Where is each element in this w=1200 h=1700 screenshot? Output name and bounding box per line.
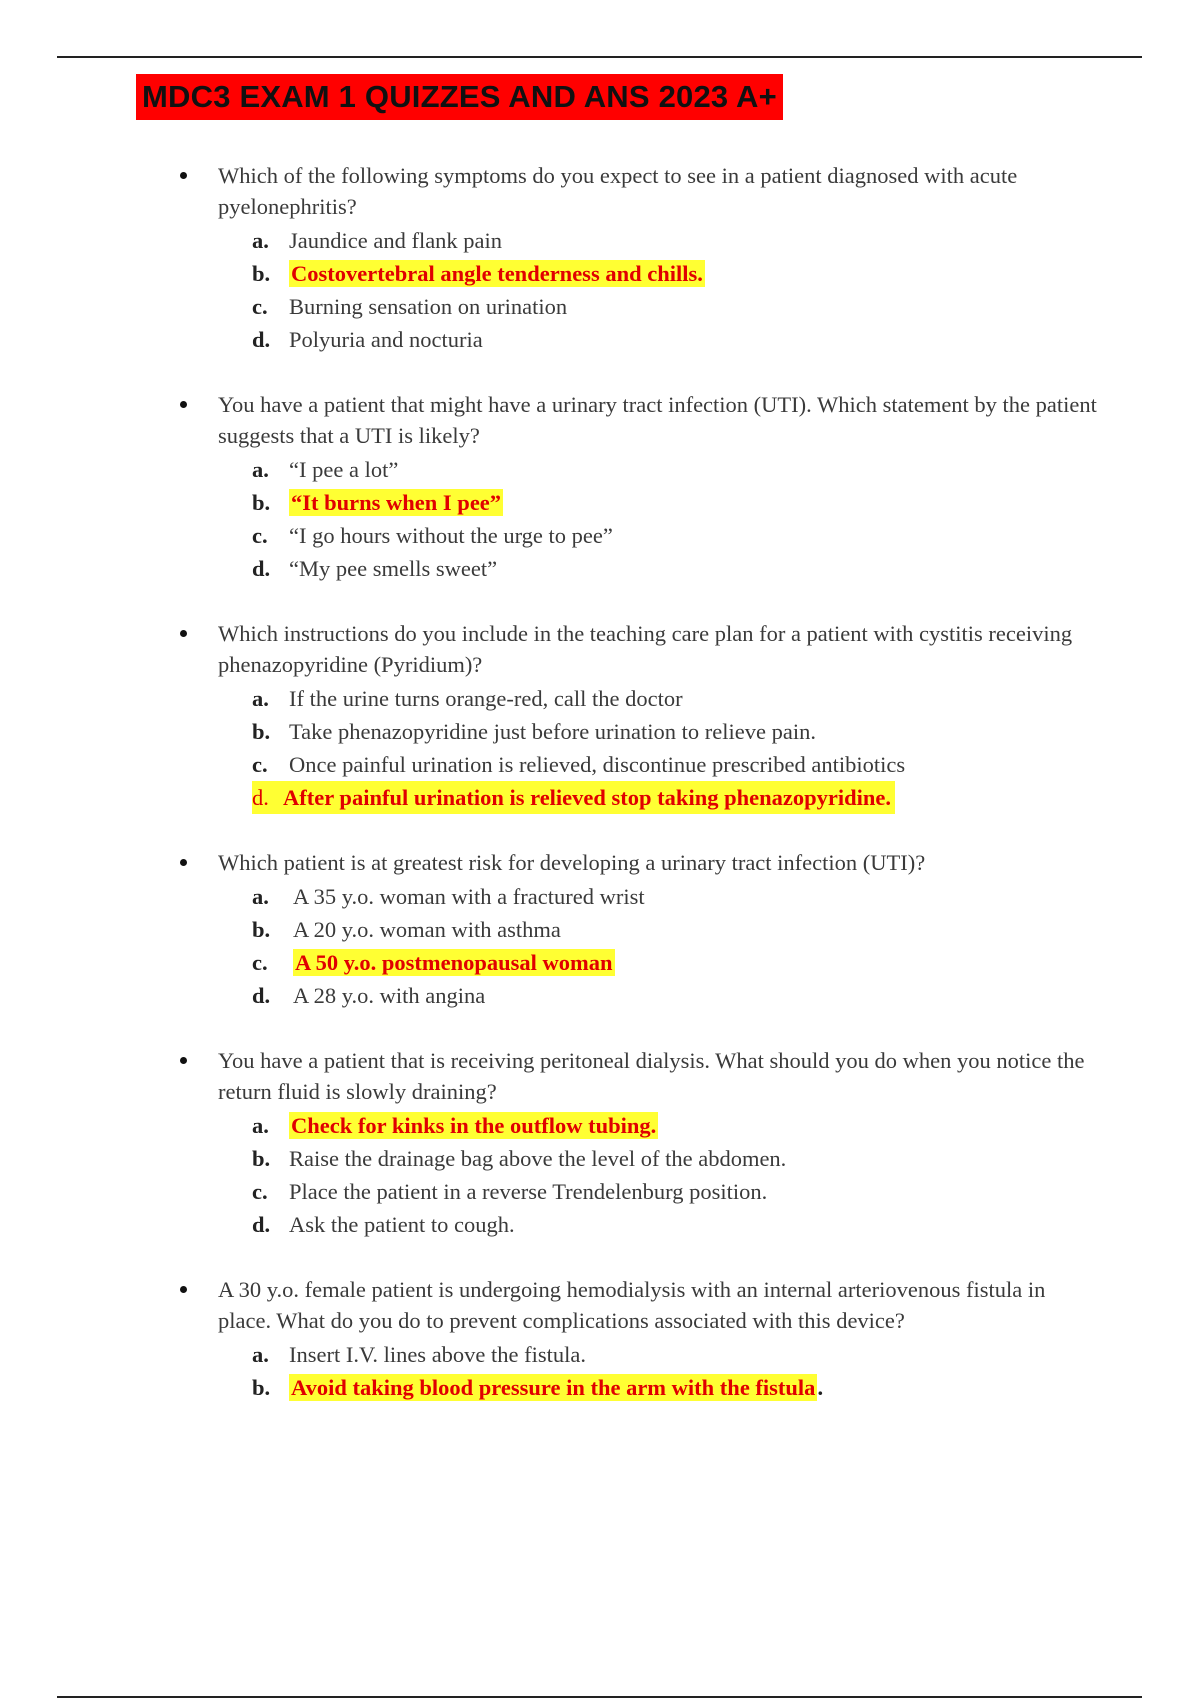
bullet-icon [180, 1286, 187, 1293]
option-a [252, 880, 1200, 913]
option-b [252, 1142, 1200, 1175]
option-letter: b. [252, 261, 271, 286]
bullet-icon [180, 630, 187, 637]
question-text: You have a patient that is receiving peritoneal dialysis. What should you do when you notice the return fluid is slowly draining? [218, 1048, 1085, 1104]
option-d [252, 552, 1200, 585]
option-letter: a. [252, 457, 269, 482]
option-text: “My pee smells sweet” [289, 556, 498, 581]
option-list [252, 224, 1200, 356]
option-list [252, 880, 1200, 1012]
answer-suffix: . [817, 1375, 824, 1400]
option-letter: b. [252, 719, 271, 744]
option-list [252, 1109, 1200, 1241]
option-letter: c. [252, 950, 268, 975]
option-letter: a. [252, 1342, 269, 1367]
option-text: Ask the patient to cough. [289, 1212, 515, 1237]
correct-answer-highlight: Avoid taking blood pressure in the arm with the fistula [291, 1375, 816, 1400]
option-b [252, 913, 1200, 946]
question-4 [0, 847, 1200, 1012]
option-text: A 28 y.o. with angina [293, 983, 486, 1008]
question-text: Which of the following symptoms do you expect to see in a patient diagnosed with acute pyelonephritis? [218, 163, 1018, 219]
option-text: Insert I.V. lines above the fistula. [289, 1342, 587, 1367]
option-letter: c. [252, 1179, 268, 1204]
option-d-correct [252, 781, 895, 814]
bullet-icon [180, 859, 187, 866]
option-a [252, 224, 1200, 257]
option-letter: d. [252, 983, 271, 1008]
bullet-icon [180, 1057, 187, 1064]
option-letter: c. [252, 752, 268, 777]
document-title: MDC3 EXAM 1 QUIZZES AND ANS 2023 A+ [136, 74, 783, 120]
option-text: If the urine turns orange-red, call the doctor [289, 686, 683, 711]
option-text: Place the patient in a reverse Trendelenburg position. [289, 1179, 768, 1204]
option-b-correct [252, 257, 1200, 290]
option-letter: a. [252, 1113, 269, 1138]
option-d [252, 323, 1200, 356]
option-letter: d. [252, 556, 271, 581]
option-text: Take phenazopyridine just before urination to relieve pain. [289, 719, 816, 744]
option-d [252, 1208, 1200, 1241]
option-c [252, 290, 1200, 323]
question-6 [0, 1274, 1200, 1404]
option-d [252, 979, 1200, 1012]
option-list [252, 453, 1200, 585]
option-letter: b. [252, 1375, 271, 1400]
question-list [0, 160, 1200, 1437]
option-c-correct [252, 946, 1200, 979]
option-text: Raise the drainage bag above the level of the abdomen. [289, 1146, 787, 1171]
question-2 [0, 389, 1200, 585]
correct-answer-highlight: Check for kinks in the outflow tubing. [291, 1113, 657, 1138]
question-text: You have a patient that might have a urinary tract infection (UTI). Which statement by the patient suggests that a UTI is likely? [218, 392, 1097, 448]
option-b [252, 715, 1200, 748]
correct-answer-highlight: Costovertebral angle tenderness and chills. [291, 261, 703, 286]
option-c [252, 748, 1200, 781]
question-text: Which patient is at greatest risk for developing a urinary tract infection (UTI)? [218, 850, 926, 875]
question-3 [0, 618, 1200, 814]
bullet-icon [180, 401, 187, 408]
option-letter: a. [252, 884, 269, 909]
bullet-icon [180, 172, 187, 179]
option-text: A 20 y.o. woman with asthma [293, 917, 561, 942]
question-5 [0, 1045, 1200, 1241]
option-letter: c. [252, 294, 268, 319]
correct-answer-highlight: A 50 y.o. postmenopausal woman [295, 950, 613, 975]
option-text: “I go hours without the urge to pee” [289, 523, 613, 548]
option-letter: a. [252, 686, 269, 711]
correct-answer-highlight: After painful urination is relieved stop taking phenazopyridine. [283, 785, 891, 810]
option-b-correct [252, 486, 1200, 519]
option-text: Once painful urination is relieved, discontinue prescribed antibiotics [289, 752, 906, 777]
option-letter: a. [252, 228, 269, 253]
option-c [252, 519, 1200, 552]
question-text: A 30 y.o. female patient is undergoing hemodialysis with an internal arteriovenous fistula in place. What do you do to prevent complications associated with this device? [218, 1277, 1046, 1333]
option-text: Polyuria and nocturia [289, 327, 483, 352]
option-a [252, 682, 1200, 715]
option-list [252, 1338, 1200, 1404]
question-1 [0, 160, 1200, 356]
option-letter: d. [252, 785, 269, 810]
option-a [252, 1338, 1200, 1371]
option-letter: b. [252, 490, 271, 515]
option-text: “I pee a lot” [289, 457, 399, 482]
option-b-correct [252, 1371, 1200, 1404]
top-rule [57, 56, 1142, 58]
option-text: A 35 y.o. woman with a fractured wrist [293, 884, 645, 909]
option-letter: d. [252, 327, 271, 352]
correct-answer-highlight: “It burns when I pee” [291, 490, 502, 515]
question-text: Which instructions do you include in the teaching care plan for a patient with cystitis receiving phenazopyridine (Pyridium)? [218, 621, 1073, 677]
option-text: Jaundice and flank pain [289, 228, 503, 253]
option-letter: b. [252, 917, 271, 942]
option-letter: c. [252, 523, 268, 548]
option-a [252, 453, 1200, 486]
option-letter: d. [252, 1212, 271, 1237]
option-c [252, 1175, 1200, 1208]
option-text: Burning sensation on urination [289, 294, 568, 319]
option-a-correct [252, 1109, 1200, 1142]
option-list [252, 682, 1200, 814]
option-letter: b. [252, 1146, 271, 1171]
bottom-rule [57, 1696, 1142, 1698]
